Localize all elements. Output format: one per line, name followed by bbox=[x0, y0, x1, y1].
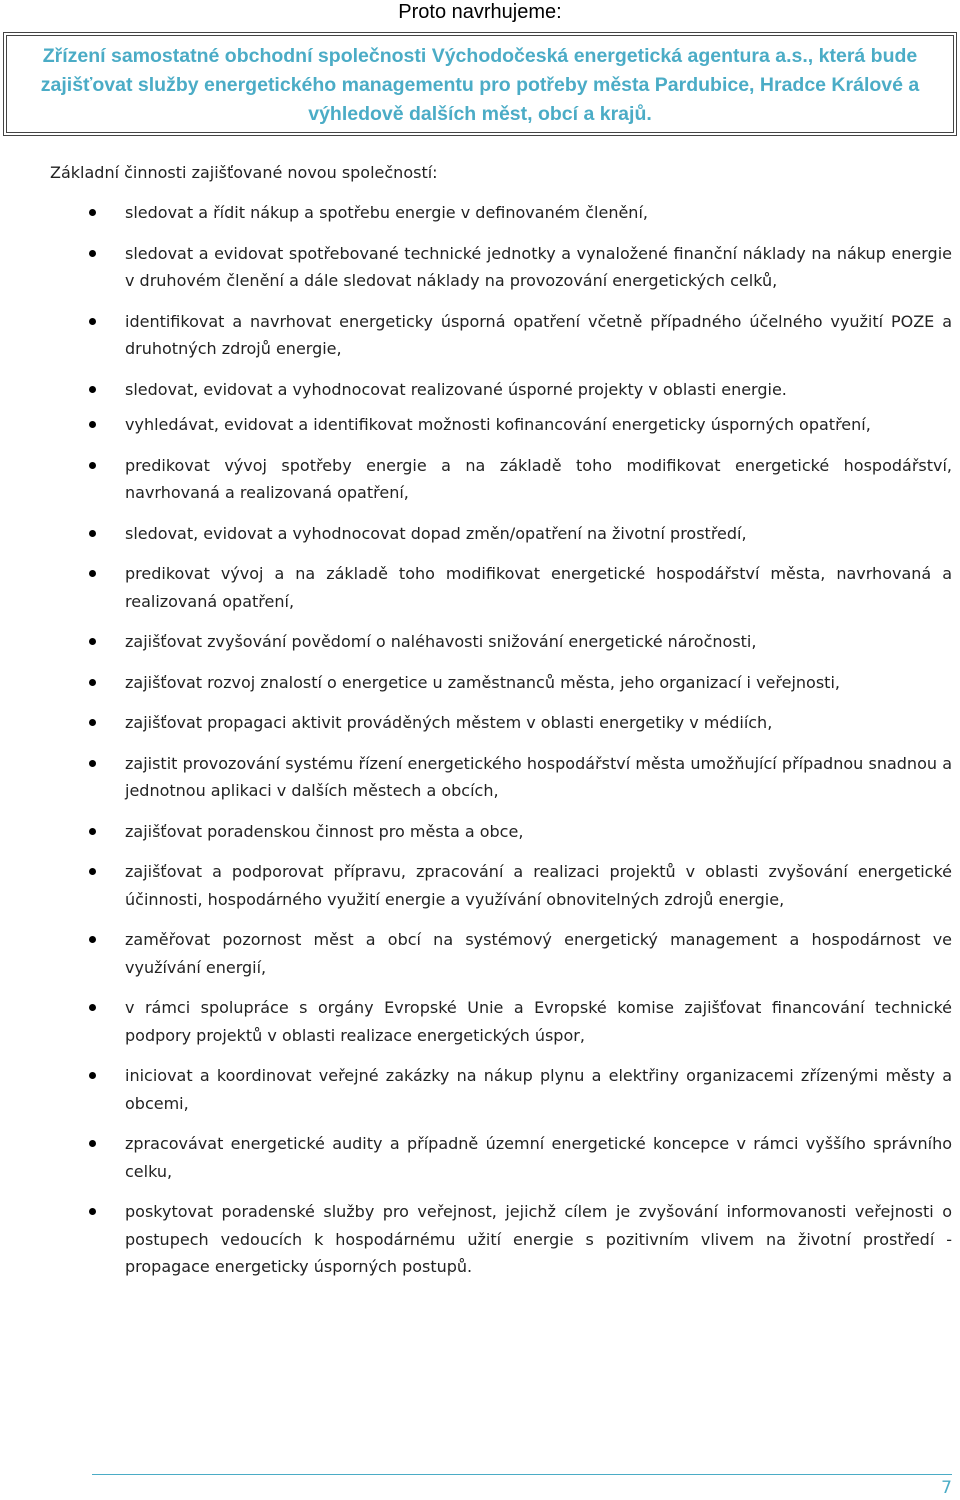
list-item: zajišťovat a podporovat přípravu, zpracování a realizaci projektů v oblasti zvyšování energetické účinnosti, hospodárného využití energie a využívání obnovitelných zdrojů energie, bbox=[0, 858, 960, 913]
list-item: zaměřovat pozornost měst a obcí na systémový energetický management a hospodárnost ve využívání energií, bbox=[0, 926, 960, 981]
proposal-box bbox=[3, 32, 957, 136]
list-item: zajišťovat rozvoj znalostí o energetice u zaměstnanců města, jeho organizací i veřejnosti, bbox=[0, 669, 960, 697]
page-number: 7 bbox=[941, 1478, 952, 1498]
list-item: zajišťovat propagaci aktivit prováděných městem v oblasti energetiky v médiích, bbox=[0, 709, 960, 737]
activities-intro: Základní činnosti zajišťované novou společností: bbox=[50, 163, 438, 182]
list-item: predikovat vývoj spotřeby energie a na základě toho modifikovat energetické hospodářství, navrhovaná a realizovaná opatření, bbox=[0, 452, 960, 507]
list-item: zajišťovat poradenskou činnost pro města a obce, bbox=[0, 818, 960, 846]
proposal-heading: Proto navrhujeme: bbox=[398, 1, 562, 23]
list-item: predikovat vývoj a na základě toho modifikovat energetické hospodářství města, navrhovaná a realizovaná opatření, bbox=[0, 560, 960, 615]
list-item: sledovat a řídit nákup a spotřebu energie v definovaném členění, bbox=[0, 199, 960, 227]
list-item: vyhledávat, evidovat a identifikovat možnosti kofinancování energeticky úsporných opatření, bbox=[0, 411, 960, 439]
list-item: sledovat, evidovat a vyhodnocovat realizované úsporné projekty v oblasti energie. bbox=[0, 376, 960, 404]
activities-list bbox=[0, 199, 960, 1294]
proposal-text: Zřízení samostatné obchodní společnosti Východočeská energetická agentura a.s., která bude zajišťovat služby energetického managementu pro potřeby města Pardubice, Hradce Králové a výhledově dalších měst, obcí a krajů. bbox=[40, 45, 920, 125]
list-item: zajišťovat zvyšování povědomí o naléhavosti snižování energetické náročnosti, bbox=[0, 628, 960, 656]
list-item: v rámci spolupráce s orgány Evropské Unie a Evropské komise zajišťovat financování technické podpory projektů v oblasti realizace energetických úspor, bbox=[0, 994, 960, 1049]
list-item: sledovat a evidovat spotřebované technické jednotky a vynaložené finanční náklady na nákup energie v druhovém členění a dále sledovat náklady na provozování energetických celků, bbox=[0, 240, 960, 295]
footer-divider bbox=[92, 1474, 952, 1475]
list-item: poskytovat poradenské služby pro veřejnost, jejichž cílem je zvyšování informovanosti veřejnosti o postupech vedoucích k hospodárnému užití energie s pozitivním vlivem na životní prostředí - propagace energeticky úsporných postupů. bbox=[0, 1198, 960, 1281]
list-item: iniciovat a koordinovat veřejné zakázky na nákup plynu a elektřiny organizacemi zřízenými městy a obcemi, bbox=[0, 1062, 960, 1117]
list-item: identifikovat a navrhovat energeticky úsporná opatření včetně případného účelného využití POZE a druhotných zdrojů energie, bbox=[0, 308, 960, 363]
list-item: zpracovávat energetické audity a případně územní energetické koncepce v rámci vyššího správního celku, bbox=[0, 1130, 960, 1185]
list-item: sledovat, evidovat a vyhodnocovat dopad změn/opatření na životní prostředí, bbox=[0, 520, 960, 548]
list-item: zajistit provozování systému řízení energetického hospodářství města umožňující případnou snadnou a jednotnou aplikaci v dalších městech a obcích, bbox=[0, 750, 960, 805]
